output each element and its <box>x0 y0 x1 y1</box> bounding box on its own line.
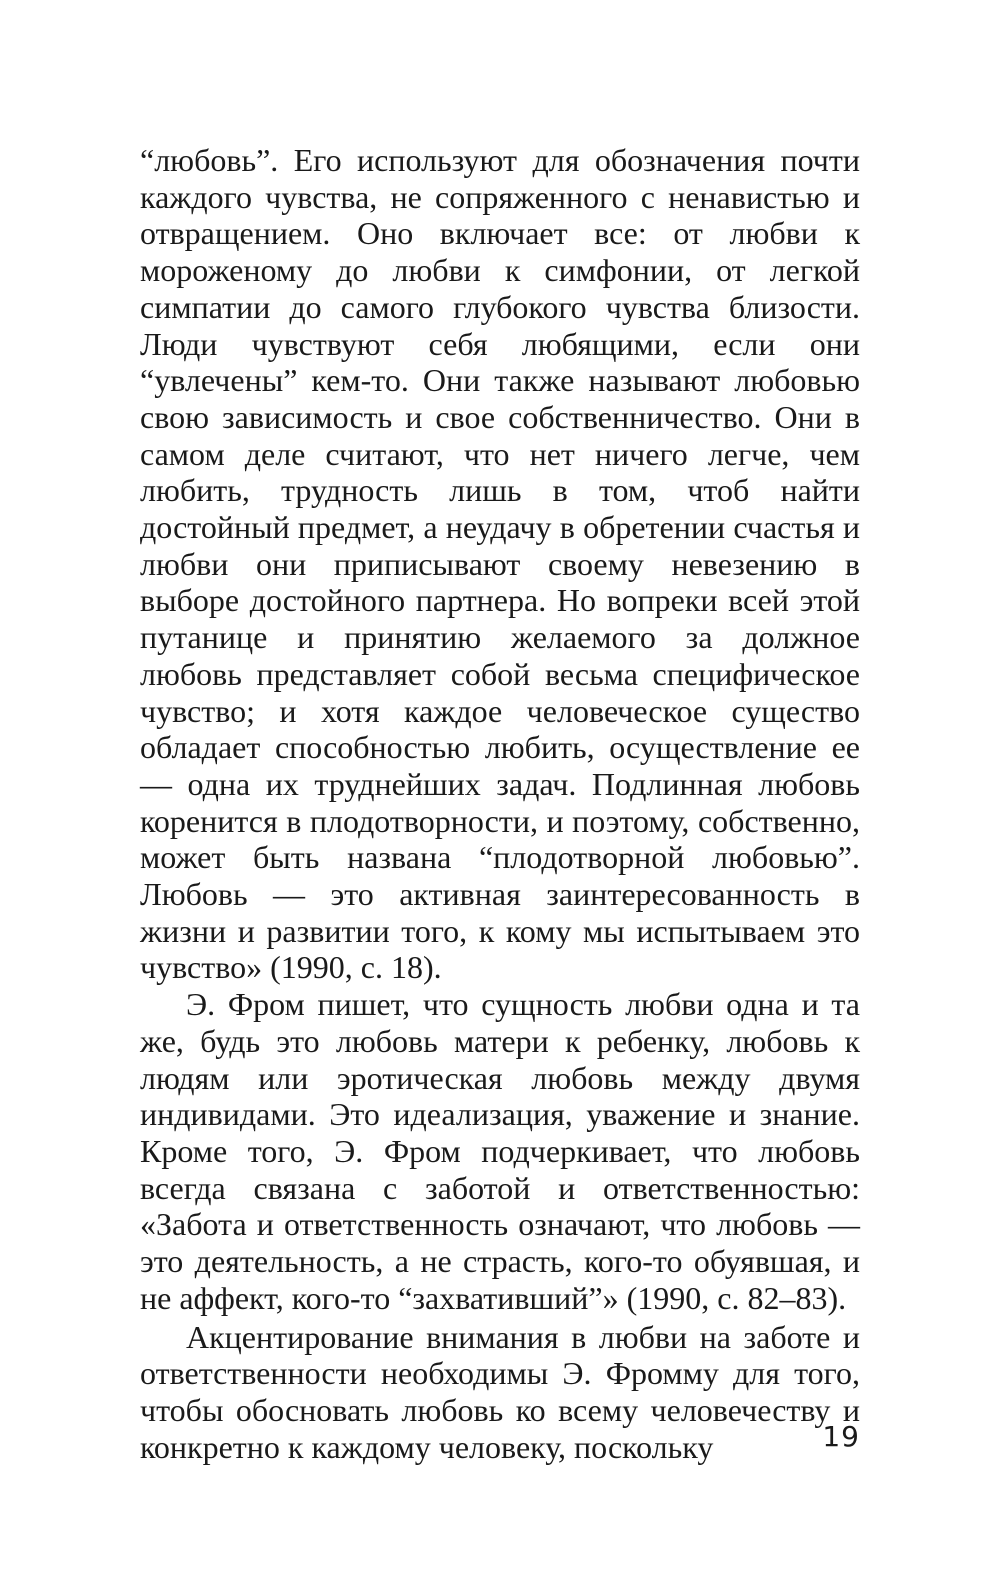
paragraph-care-responsibility: Акцентирование внимания в любви на заботе и ответственности необходимы Э. Фромму для того, чтобы обосновать любовь ко всему человечеству и конкретно к каждому человеку, поскольку <box>140 1318 860 1465</box>
paragraph-continuation: “любовь”. Его используют для обозначения почти каждого чувства, не сопряженного с ненавистью и отвращением. Оно включает все: от любви к мороженому до любви к симфонии, от легкой симпатии до самого глубокого чувства близости. Люди чувствуют себя любящими, если они “увлечены” кем-то. Они также называют любовью свою зависимость и свое собственничество. Они в самом деле считают, что нет ничего легче, чем любить, трудность лишь в том, чтоб найти достойный предмет, а неудачу в обретении счастья и любви они приписывают своему невезению в выборе достойного партнера. Но вопреки всей этой путанице и принятию желаемого за должное любовь представляет собой весьма специфическое чувство; и хотя каждое человеческое существо обладает способностью любить, осуществление ее — одна их труднейших задач. Подлинная любовь коренится в плодотворности, и поэтому, собственно, может быть названа “плодотворной любовью”. Любовь — это активная заинтересованность в жизни и развитии того, к кому мы испытываем это чувство» (1990, с. 18). <box>140 142 860 986</box>
paragraph-fromm-essence: Э. Фром пишет, что сущность любви одна и та же, будь это любовь матери к ребенку, любовь к людям или эротическая любовь между двумя индивидами. Это идеализация, уважение и знание. Кроме того, Э. Фром подчеркивает, что любовь всегда связана с заботой и ответственностью: «Забота и ответственность означают, что любовь — это деятельность, а не страсть, кого-то обуявшая, и не аффект, кого-то “захвативший”» (1990, с. 82–83). <box>140 986 860 1316</box>
page-number: 19 <box>822 1420 860 1453</box>
body-text <box>140 142 860 1465</box>
